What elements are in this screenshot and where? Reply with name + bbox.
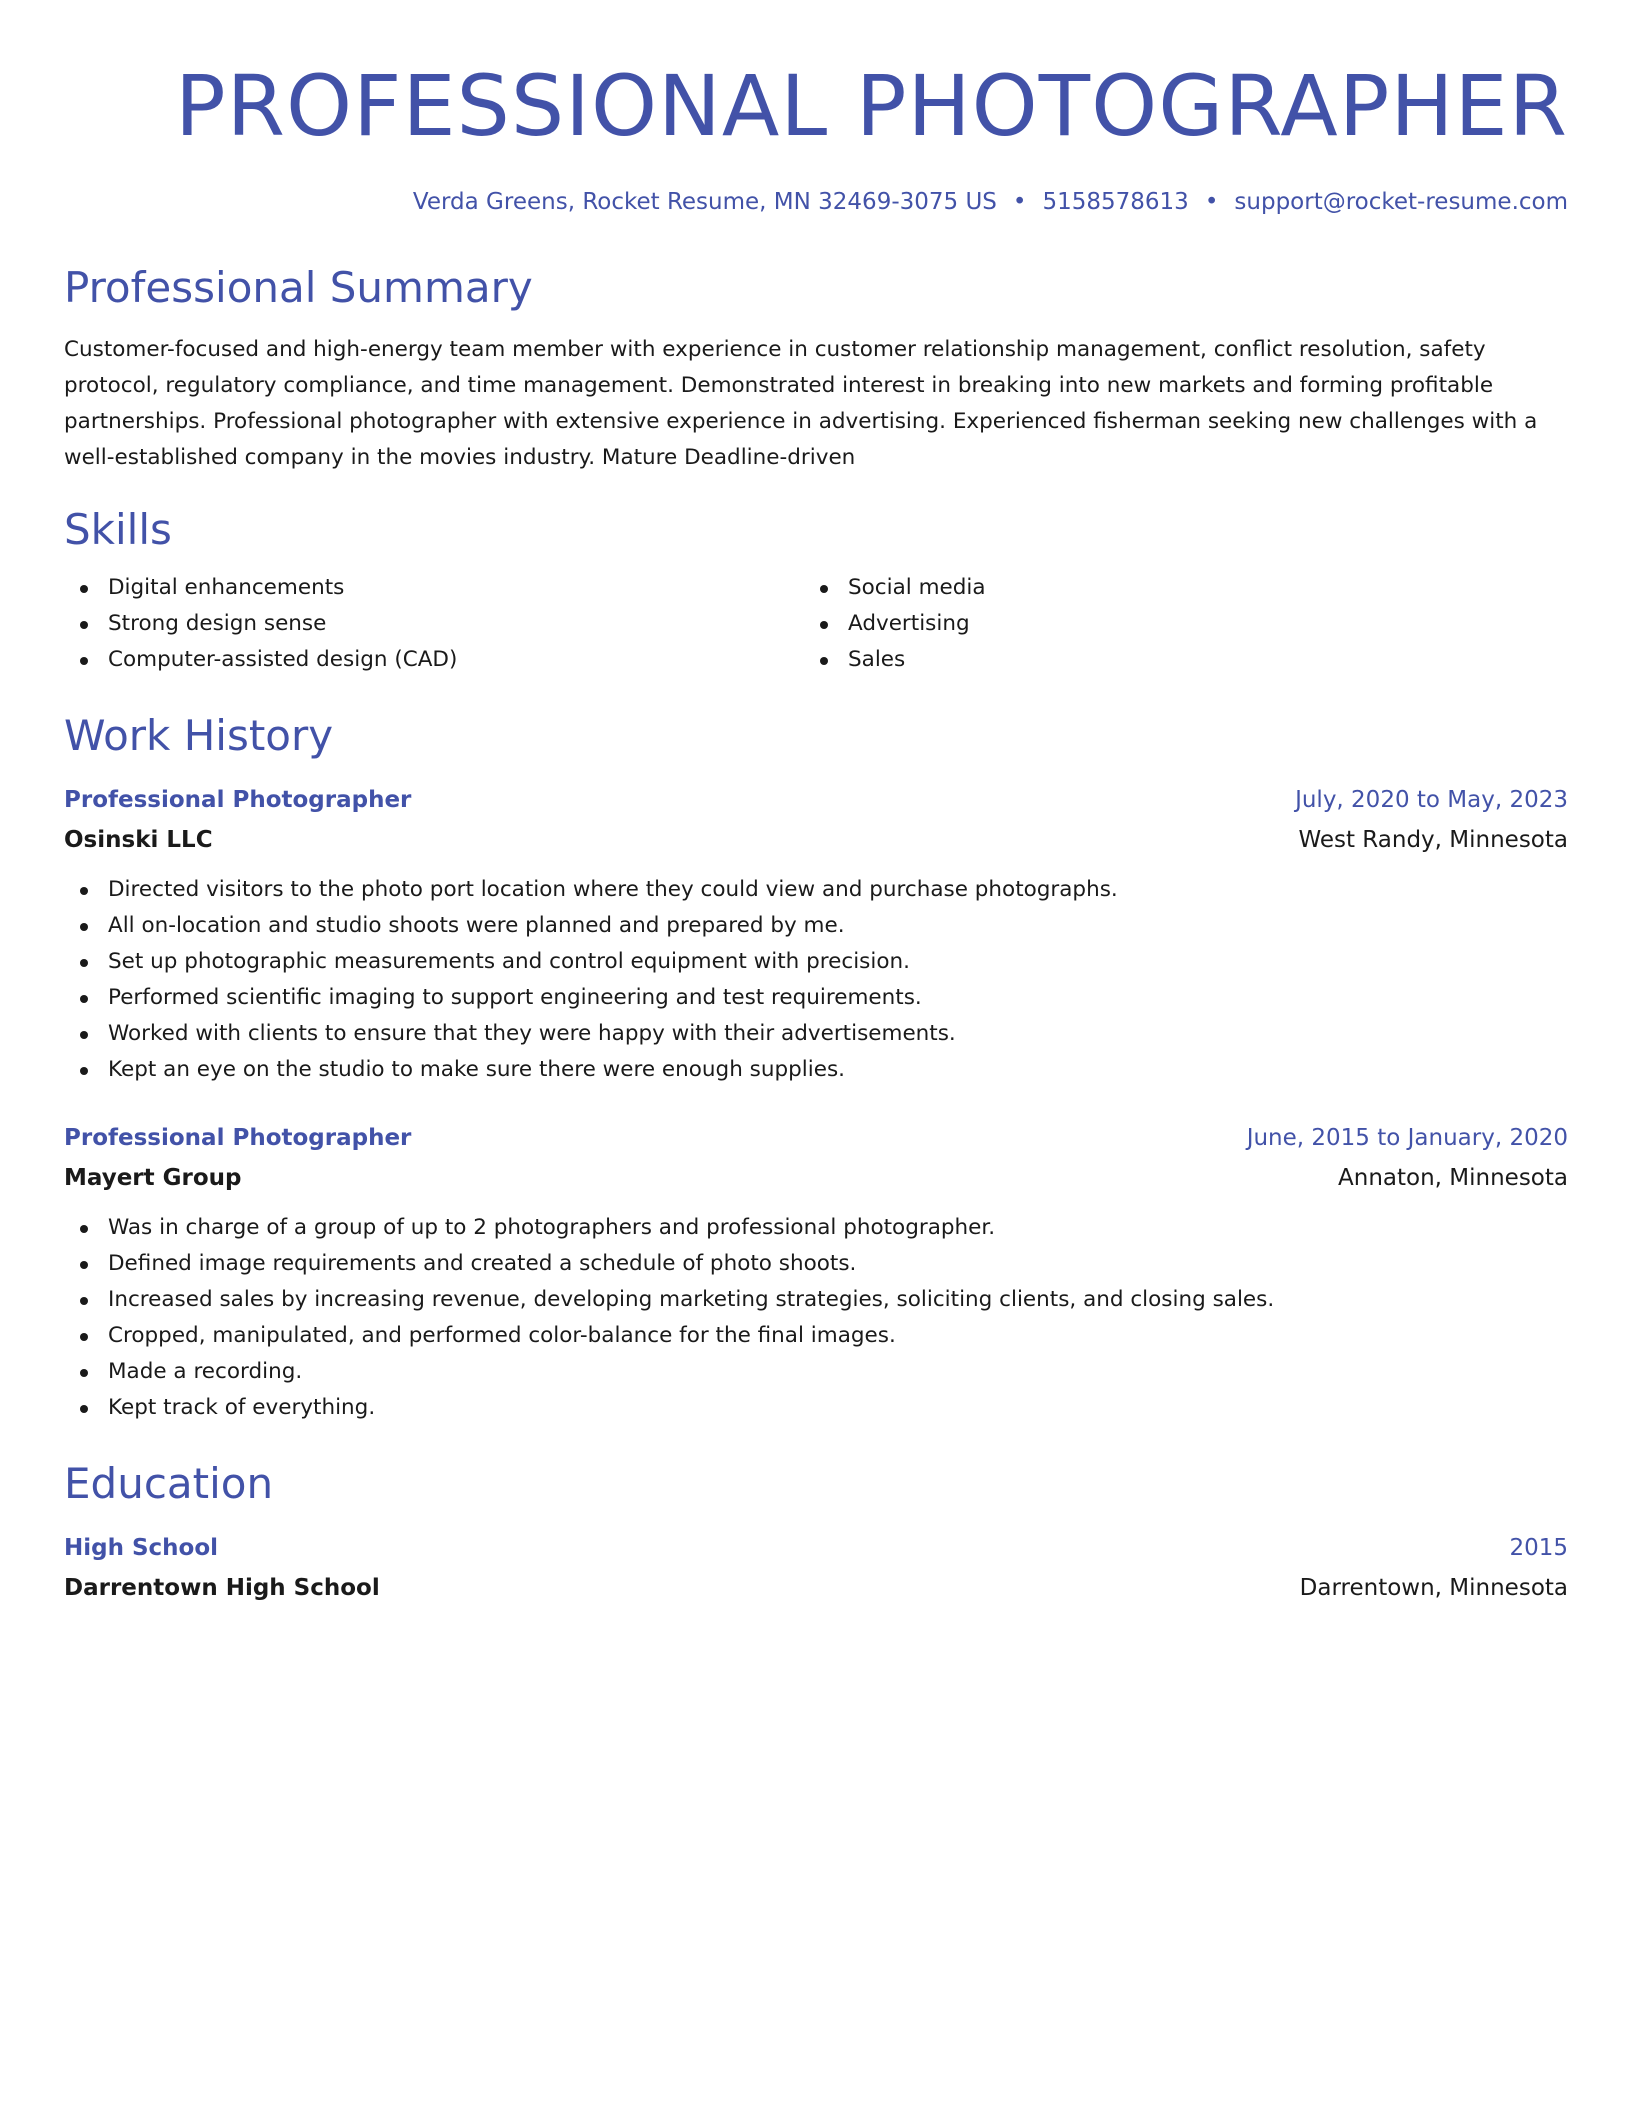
skills-heading: Skills <box>64 505 172 554</box>
education-degree-row <box>64 1528 1568 1568</box>
job-bullet: Set up photographic measurements and control equipment with precision. <box>64 944 1568 980</box>
education-heading: Education <box>64 1459 274 1508</box>
skills-list-left <box>64 570 804 678</box>
job-dates: June, 2015 to January, 2020 <box>1246 1125 1568 1151</box>
job-entry <box>64 1118 1568 1426</box>
job-entry <box>64 780 1568 1088</box>
skills-list-right <box>804 570 1544 678</box>
skills-section <box>64 502 1568 678</box>
job-company-row <box>64 820 1568 860</box>
job-title: Professional Photographer <box>64 787 412 813</box>
contact-address: Verda Greens, Rocket Resume, MN 32469-3075 US <box>412 189 997 215</box>
candidate-title: PROFESSIONAL PHOTOGRAPHER <box>175 57 1568 155</box>
skill-item: Advertising <box>804 606 1544 642</box>
resume-header <box>64 56 1568 218</box>
education-section <box>64 1456 1568 1608</box>
skill-item: Strong design sense <box>64 606 804 642</box>
job-bullet: Increased sales by increasing revenue, developing marketing strategies, soliciting clients, and closing sales. <box>64 1282 1568 1318</box>
job-bullets <box>64 872 1568 1088</box>
education-degree: High School <box>64 1535 219 1561</box>
education-location: Darrentown, Minnesota <box>1299 1575 1568 1601</box>
skill-item: Computer-assisted design (CAD) <box>64 642 804 678</box>
job-bullet: Performed scientific imaging to support engineering and test requirements. <box>64 980 1568 1016</box>
summary-heading: Professional Summary <box>64 263 533 312</box>
contact-phone[interactable]: 5158578613 <box>1042 189 1189 215</box>
job-bullet: Was in charge of a group of up to 2 photographers and professional photographer. <box>64 1210 1568 1246</box>
job-location: West Randy, Minnesota <box>1298 827 1568 853</box>
job-bullet: Defined image requirements and created a schedule of photo shoots. <box>64 1246 1568 1282</box>
skills-grid <box>64 570 1568 678</box>
job-dates: July, 2020 to May, 2023 <box>1295 787 1568 813</box>
contact-separator: • <box>1204 189 1219 215</box>
job-location: Annaton, Minnesota <box>1338 1165 1568 1191</box>
summary-section <box>64 260 1568 476</box>
work-history-section <box>64 708 1568 1426</box>
job-bullet: Worked with clients to ensure that they were happy with their advertisements. <box>64 1016 1568 1052</box>
education-school: Darrentown High School <box>64 1575 380 1601</box>
contact-email[interactable]: support@rocket-resume.com <box>1234 189 1568 215</box>
contact-line <box>64 186 1568 218</box>
skill-item: Social media <box>804 570 1544 606</box>
job-title-row <box>64 1118 1568 1158</box>
job-bullet: Directed visitors to the photo port location where they could view and purchase photographs. <box>64 872 1568 908</box>
job-bullet: Kept an eye on the studio to make sure there were enough supplies. <box>64 1052 1568 1088</box>
skill-item: Sales <box>804 642 1544 678</box>
job-bullets <box>64 1210 1568 1426</box>
job-bullet: All on-location and studio shoots were planned and prepared by me. <box>64 908 1568 944</box>
education-year: 2015 <box>1509 1535 1568 1561</box>
skill-item: Digital enhancements <box>64 570 804 606</box>
job-title-row <box>64 780 1568 820</box>
job-company-row <box>64 1158 1568 1198</box>
contact-separator: • <box>1012 189 1027 215</box>
job-bullet: Made a recording. <box>64 1354 1568 1390</box>
job-company: Mayert Group <box>64 1165 242 1191</box>
work-history-heading: Work History <box>64 711 334 760</box>
job-bullet: Cropped, manipulated, and performed color-balance for the final images. <box>64 1318 1568 1354</box>
job-title: Professional Photographer <box>64 1125 412 1151</box>
job-bullet: Kept track of everything. <box>64 1390 1568 1426</box>
summary-text: Customer-focused and high-energy team member with experience in customer relationship management, conflict resolution, safety protocol, regulatory compliance, and time management. Demonstrated interest in breaking into new markets and forming profitable partnerships. Professional photographer with extensive experience in advertising. Experienced fisherman seeking new challenges with a well-established company in the movies industry. Mature Deadline-driven <box>64 337 1538 470</box>
education-entry <box>64 1528 1568 1608</box>
education-school-row <box>64 1568 1568 1608</box>
job-company: Osinski LLC <box>64 827 213 853</box>
